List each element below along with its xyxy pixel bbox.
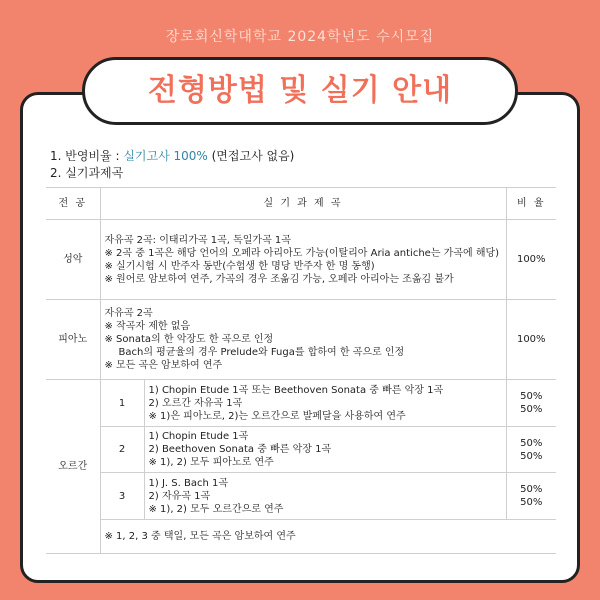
page-title: 전형방법 및 실기 안내 <box>82 57 518 125</box>
exam-table <box>46 187 556 554</box>
organ-line: ※ 1), 2) 모두 피아노로 연주 <box>148 457 274 468</box>
header-ratio: 비 율 <box>506 188 556 220</box>
ratio-highlight: 실기고사 100% <box>123 149 208 163</box>
info-block <box>50 148 294 182</box>
major-piano: 피아노 <box>46 300 100 380</box>
ratio-value: 50% <box>520 391 543 402</box>
organ-option-ratio <box>506 473 556 520</box>
organ-option-pieces <box>144 380 506 427</box>
ratio-suffix: (면접고사 없음) <box>207 149 295 163</box>
piano-line: ※ 작곡자 제한 없음 <box>104 321 191 332</box>
assignment-heading: 2. 실기과제곡 <box>50 166 124 180</box>
organ-line: 1) Chopin Etude 1곡 <box>148 431 249 442</box>
ratio-piano: 100% <box>506 300 556 380</box>
organ-line: 2) 오르간 자유곡 1곡 <box>148 397 243 409</box>
piano-line: 자유곡 2곡 <box>104 308 153 319</box>
organ-line: ※ 1), 2) 모두 오르간으로 연주 <box>148 503 284 515</box>
table-header-row <box>46 188 556 220</box>
organ-line: 1) Chopin Etude 1곡 또는 Beethoven Sonata 중 빠른 악장 1곡 <box>148 384 444 396</box>
organ-option-num: 1 <box>100 380 144 427</box>
vocal-line: 자유곡 2곡: 이태리가곡 1곡, 독일가곡 1곡 <box>104 234 291 246</box>
table-row-piano <box>46 300 556 380</box>
ratio-value: 50% <box>520 484 543 495</box>
piano-line: ※ Sonata의 한 악장도 한 곡으로 인정 <box>104 334 274 345</box>
piano-pieces <box>100 300 506 380</box>
ratio-value: 50% <box>520 404 543 415</box>
vocal-line: ※ 2곡 중 1곡은 해당 언어의 오페라 아리아도 가능(이탈리아 Aria antiche는 가곡에 해당) <box>104 247 500 259</box>
organ-option-pieces <box>144 473 506 520</box>
vocal-line: ※ 실기시험 시 반주자 동반(수험생 한 명당 반주자 한 명 동행) <box>104 260 375 272</box>
vocal-line: ※ 원어로 암보하여 연주, 가곡의 경우 조옮김 가능, 오페라 아리아는 조옮김 불가 <box>104 273 454 285</box>
table-row-organ-3 <box>46 473 556 520</box>
table-row-vocal <box>46 220 556 300</box>
organ-option-pieces <box>144 427 506 473</box>
organ-option-num: 2 <box>100 427 144 473</box>
organ-footnote: ※ 1, 2, 3 중 택일, 모든 곡은 암보하여 연주 <box>100 520 556 554</box>
ratio-prefix: 1. 반영비율 : <box>50 149 124 163</box>
table-row-organ-footnote <box>46 520 556 554</box>
header-major: 전 공 <box>46 188 100 220</box>
organ-line: 2) Beethoven Sonata 중 빠른 악장 1곡 <box>148 444 332 455</box>
organ-line: 1) J. S. Bach 1곡 <box>148 477 228 489</box>
table-row-organ-1 <box>46 380 556 427</box>
organ-option-ratio <box>506 427 556 473</box>
organ-option-ratio <box>506 380 556 427</box>
ratio-value: 50% <box>520 437 543 449</box>
table-row-organ-2 <box>46 427 556 473</box>
vocal-pieces <box>100 220 506 300</box>
ratio-value: 50% <box>520 497 543 508</box>
piano-line: Bach의 평균율의 경우 Prelude와 Fuga를 합하여 한 곡으로 인정 <box>118 347 405 358</box>
header-pieces: 실 기 과 제 곡 <box>100 188 506 220</box>
organ-line: ※ 1)은 피아노로, 2)는 오르간으로 발페달을 사용하여 연주 <box>148 410 406 422</box>
ratio-line <box>50 148 294 165</box>
organ-line: 2) 자유곡 1곡 <box>148 490 211 502</box>
organ-option-num: 3 <box>100 473 144 520</box>
major-organ: 오르간 <box>46 380 100 554</box>
ratio-vocal: 100% <box>506 220 556 300</box>
ratio-value: 50% <box>520 450 543 462</box>
major-vocal: 성악 <box>46 220 100 300</box>
page-subtitle: 장로회신학대학교 2024학년도 수시모집 <box>165 29 435 45</box>
piano-line: ※ 모든 곡은 암보하여 연주 <box>104 360 223 371</box>
